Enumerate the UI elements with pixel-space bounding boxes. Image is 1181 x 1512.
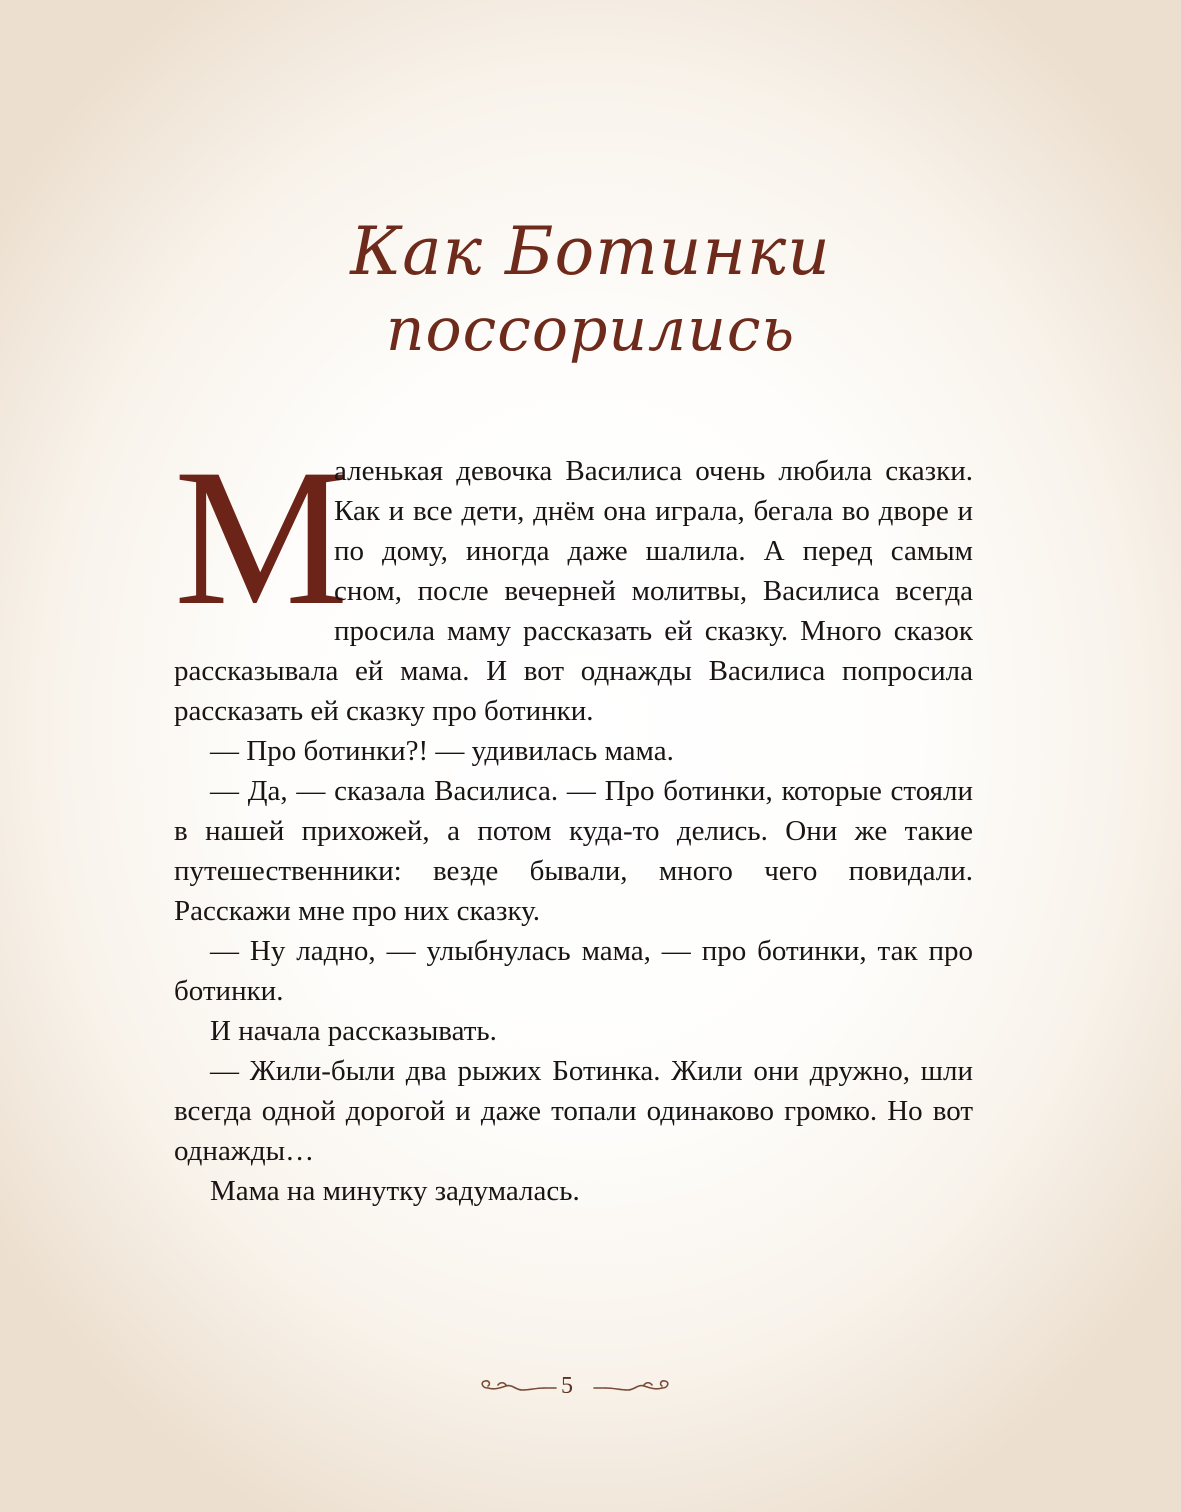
- flourish-right-icon: [592, 1376, 674, 1398]
- story-title-line-2: поссорились: [385, 295, 796, 365]
- page-number: 5: [561, 1373, 573, 1399]
- paragraph-7: Мама на минутку задумалась.: [210, 1175, 580, 1207]
- paragraph-1: аленькая девочка Василиса очень любила сказки. Как и все дети, днём она играла, бегала во дворе и по дому, иногда даже шалила. А перед самым сном, после вечерней молитвы, Василиса всегда просила маму рассказать ей сказку. Много сказок рассказывала ей мама. И вот однажды Василиса попросила рассказать ей сказку про ботинки.: [174, 455, 973, 727]
- paragraph-4: — Ну ладно, — улыбнулась мама, — про ботинки, так про ботинки.: [174, 935, 973, 1007]
- paragraph-2: — Про ботинки?! — удивилась мама.: [210, 735, 674, 767]
- page-footer: [0, 1370, 1181, 1402]
- paragraph-6: — Жили-были два рыжих Ботинка. Жили они дружно, шли всегда одной дорогой и даже топали одинаково громко. Но вот однажды…: [174, 1055, 973, 1167]
- paragraph-3: — Да, — сказала Василиса. — Про ботинки, которые стояли в нашей прихожей, а потом куда-то делись. Они же такие путешественники: везде бывали, много чего повидали. Расскажи мне про них сказку.: [174, 775, 973, 927]
- drop-cap: М: [174, 429, 349, 646]
- paragraph-5: И начала рассказывать.: [210, 1015, 497, 1047]
- story-text: [174, 429, 973, 1211]
- story-title-line-1: Как Ботинки: [350, 213, 831, 290]
